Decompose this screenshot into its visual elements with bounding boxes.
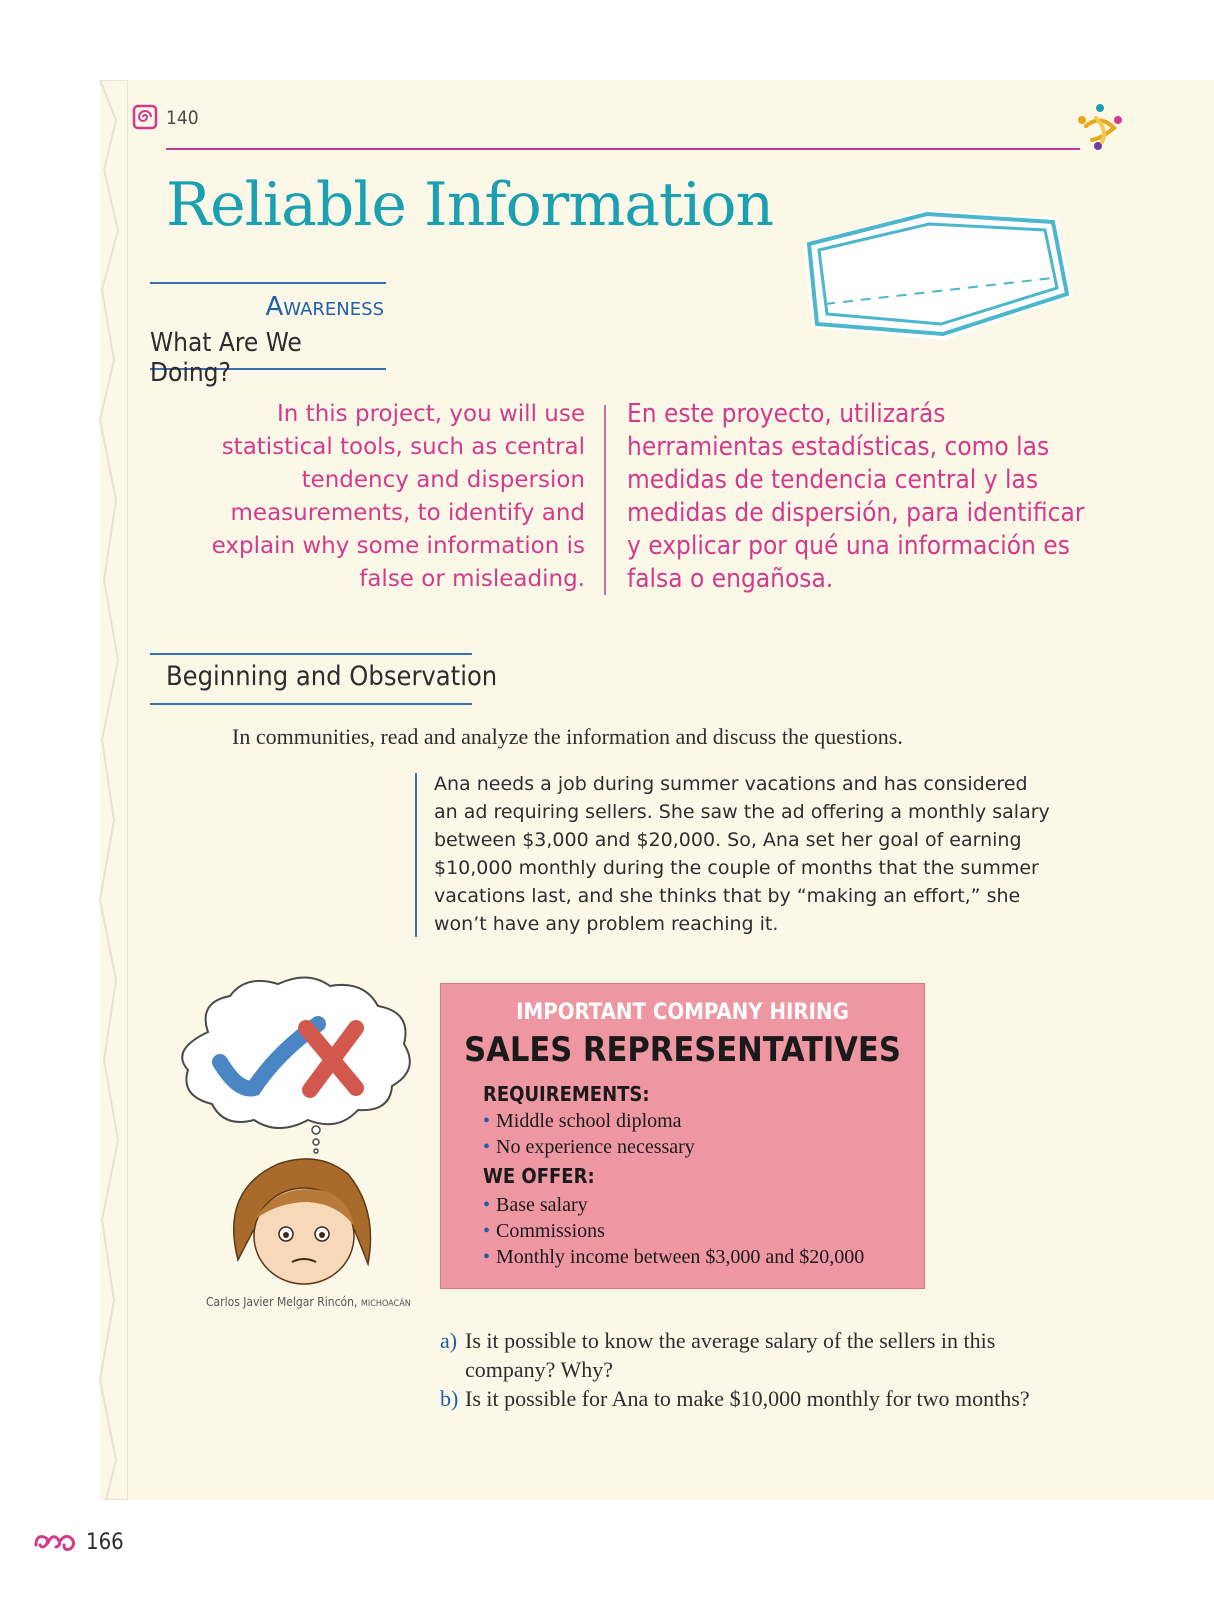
question-letter: b): [440, 1386, 459, 1411]
torn-edge-decoration: [88, 80, 128, 1500]
credit-name: Carlos Javier Melgar Rincón,: [206, 1295, 358, 1309]
awareness-label: Awareness: [265, 292, 384, 322]
beginning-title: Beginning and Observation: [166, 661, 498, 692]
question-text: Is it possible to know the average salary of the sellers in this company? Why?: [465, 1328, 996, 1382]
ad-offer-item: • Monthly income between $3,000 and $20,000: [483, 1244, 864, 1270]
story-bar: [415, 773, 417, 937]
ad-requirements-label: REQUIREMENTS:: [483, 1082, 650, 1106]
footer-page-number: 166: [86, 1530, 124, 1555]
ad-offer-item: • Base salary: [483, 1192, 864, 1218]
intro-divider: [604, 405, 606, 595]
question-item: [440, 1384, 1080, 1413]
ad-requirements-list: [483, 1108, 695, 1160]
instruction-text: In communities, read and analyze the information and discuss the questions.: [232, 724, 903, 749]
ad-requirement-item: • No experience necessary: [483, 1134, 695, 1160]
ana-face-illustration: [218, 1150, 384, 1288]
awareness-subtitle: What Are We Doing?: [150, 328, 302, 388]
footer-ornament-icon: [32, 1531, 78, 1555]
header-rule: [166, 148, 1080, 150]
credit-place: MICHOACÁN: [360, 1299, 411, 1309]
page-top-number: 140: [166, 107, 199, 129]
ad-top-line: IMPORTANT COMPANY HIRING: [516, 1000, 849, 1025]
question-text: Is it possible for Ana to make $10,000 monthly for two months?: [465, 1386, 1030, 1411]
beginning-header: [150, 653, 498, 705]
ad-requirement-item: • Middle school diploma: [483, 1108, 695, 1134]
ad-headline: SALES REPRESENTATIVES: [464, 1030, 901, 1070]
story-text: Ana needs a job during summer vacations and has considered an ad requiring sellers. She saw the ad offering a monthly salary between $3,000 and $20,000. So, Ana set her goal of earning $10,000 monthly during the couple of months that the summer vacations last, and she thinks that by “making an effort,” she won’t have any problem reaching it.: [434, 773, 1050, 935]
ad-offer-item: • Commissions: [483, 1218, 864, 1244]
awareness-header: [150, 282, 386, 388]
question-letter: a): [440, 1328, 458, 1353]
ad-offer-list: [483, 1192, 864, 1270]
ad-offer-label: WE OFFER:: [483, 1164, 595, 1188]
question-item: [440, 1326, 1080, 1384]
intro-spanish: En este proyecto, utilizarás herramientas estadísticas, como las medidas de tendencia central y las medidas de dispersión, para identificar y explicar por qué una información es falsa o engañosa.: [627, 399, 1085, 594]
questions-list: [440, 1326, 1080, 1413]
hexagon-sticker-decoration: [795, 200, 1085, 350]
job-ad: [440, 983, 925, 1289]
spiral-icon: [132, 104, 158, 130]
thought-cloud-illustration: [168, 972, 420, 1154]
intro-english: In this project, you will use statistical tools, such as central tendency and dispersion measurements, to identify and explain why some information is false or misleading.: [211, 401, 585, 592]
community-logo-icon: [1072, 100, 1128, 156]
page-title: Reliable Information: [166, 170, 774, 240]
illustration-credit: [206, 1295, 411, 1309]
